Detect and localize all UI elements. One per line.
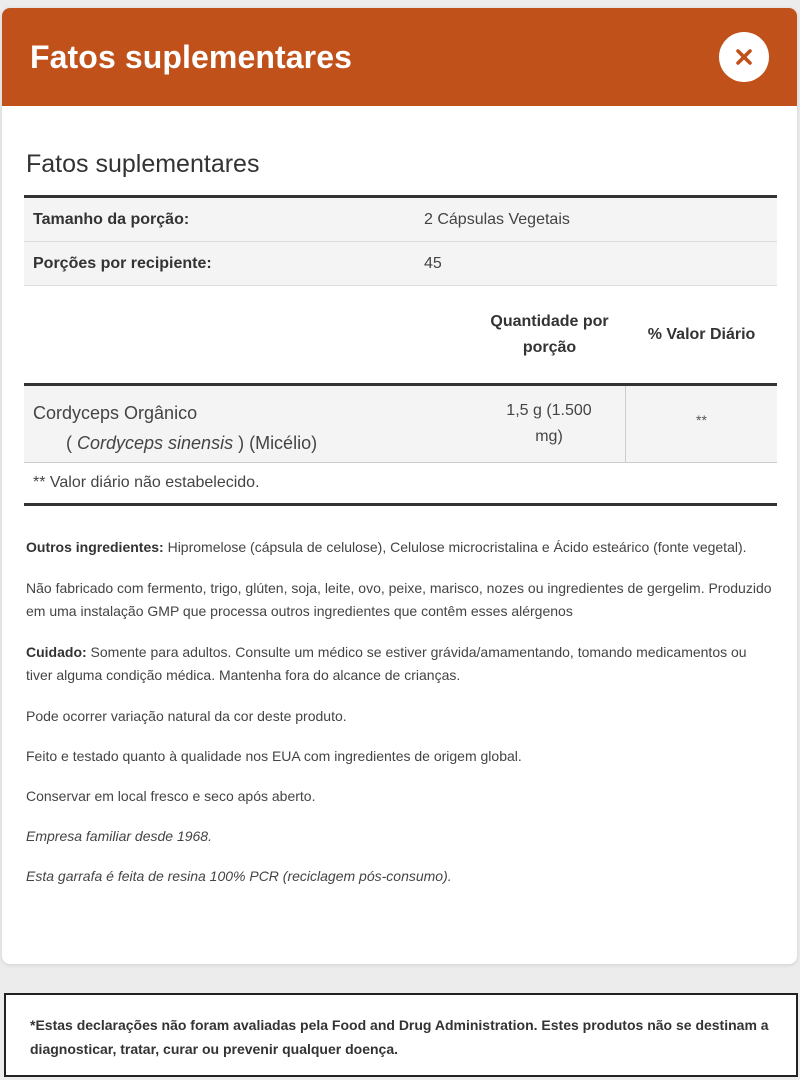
caution-label: Cuidado:	[26, 644, 87, 660]
color-variation-note: Pode ocorrer variação natural da cor deste produto.	[26, 708, 347, 724]
serving-size-value: 2 Cápsulas Vegetais	[424, 210, 570, 228]
serving-table	[24, 195, 777, 286]
caution-text: Somente para adultos. Consulte um médico se estiver grávida/amamentando, tomando medicamentos ou tiver alguma condição médica. Mantenha fora do alcance de crianças.	[26, 644, 747, 683]
servings-per-container-row	[24, 242, 777, 286]
latin-close: ) (Micélio)	[233, 433, 318, 453]
servings-per-container-label: Porções por recipiente:	[33, 254, 212, 272]
supplement-facts-modal	[2, 8, 797, 964]
ingredient-row	[24, 386, 777, 463]
amount-per-serving-header	[473, 309, 626, 361]
ingredient-latin-line	[33, 428, 473, 458]
servings-per-container-value: 45	[424, 254, 442, 272]
ingredient-amount-line1: 1,5 g (1.500	[506, 402, 592, 419]
nutrient-table-header	[24, 286, 777, 386]
ingredient-latin-name: Cordyceps sinensis	[77, 433, 234, 453]
other-ingredients-label: Outros ingredientes:	[26, 539, 164, 555]
serving-size-label: Tamanho da porção:	[33, 210, 190, 228]
quality-tested-note: Feito e testado quanto à qualidade nos EUA com ingredientes de origem global.	[26, 748, 522, 764]
modal-header	[2, 8, 797, 106]
ingredient-amount-cell	[473, 386, 626, 462]
ingredient-name: Cordyceps Orgânico	[33, 403, 198, 423]
latin-open: (	[66, 433, 77, 453]
other-ingredients-note	[26, 536, 773, 559]
panel-title: Fatos suplementares	[26, 150, 260, 178]
daily-value-footnote: ** Valor diário não estabelecido.	[24, 463, 777, 506]
supplement-facts-panel	[2, 106, 797, 888]
serving-size-row	[24, 198, 777, 242]
storage-note: Conservar em local fresco e seco após aberto.	[26, 788, 316, 804]
family-company-note: Empresa familiar desde 1968.	[26, 828, 212, 844]
ingredient-daily-value: **	[696, 412, 707, 428]
ingredient-name-cell	[24, 386, 473, 462]
daily-value-header: % Valor Diário	[647, 325, 756, 343]
other-ingredients-text: Hipromelose (cápsula de celulose), Celulose microcristalina e Ácido esteárico (fonte vegetal).	[163, 539, 747, 555]
allergen-note: Não fabricado com fermento, trigo, glúten, soja, leite, ovo, peixe, marisco, nozes ou ingredientes de gergelim. Produzido em uma instalação GMP que processa outros ingredientes que contêm esses alérgenos	[26, 580, 772, 619]
amount-header-line2: porção	[522, 338, 577, 356]
product-notes	[24, 506, 775, 888]
amount-header-line1: Quantidade por	[490, 312, 609, 330]
caution-note	[26, 641, 773, 687]
close-icon	[734, 47, 754, 67]
bottle-resin-note: Esta garrafa é feita de resina 100% PCR (reciclagem pós-consumo).	[26, 868, 452, 884]
fda-disclaimer: *Estas declarações não foram avaliadas pela Food and Drug Administration. Estes produtos não se destinam a diagnosticar, tratar, curar ou prevenir qualquer doença.	[4, 993, 798, 1077]
ingredient-amount-line2: mg)	[535, 428, 563, 445]
modal-title: Fatos suplementares	[30, 38, 353, 75]
close-button[interactable]	[719, 32, 769, 82]
